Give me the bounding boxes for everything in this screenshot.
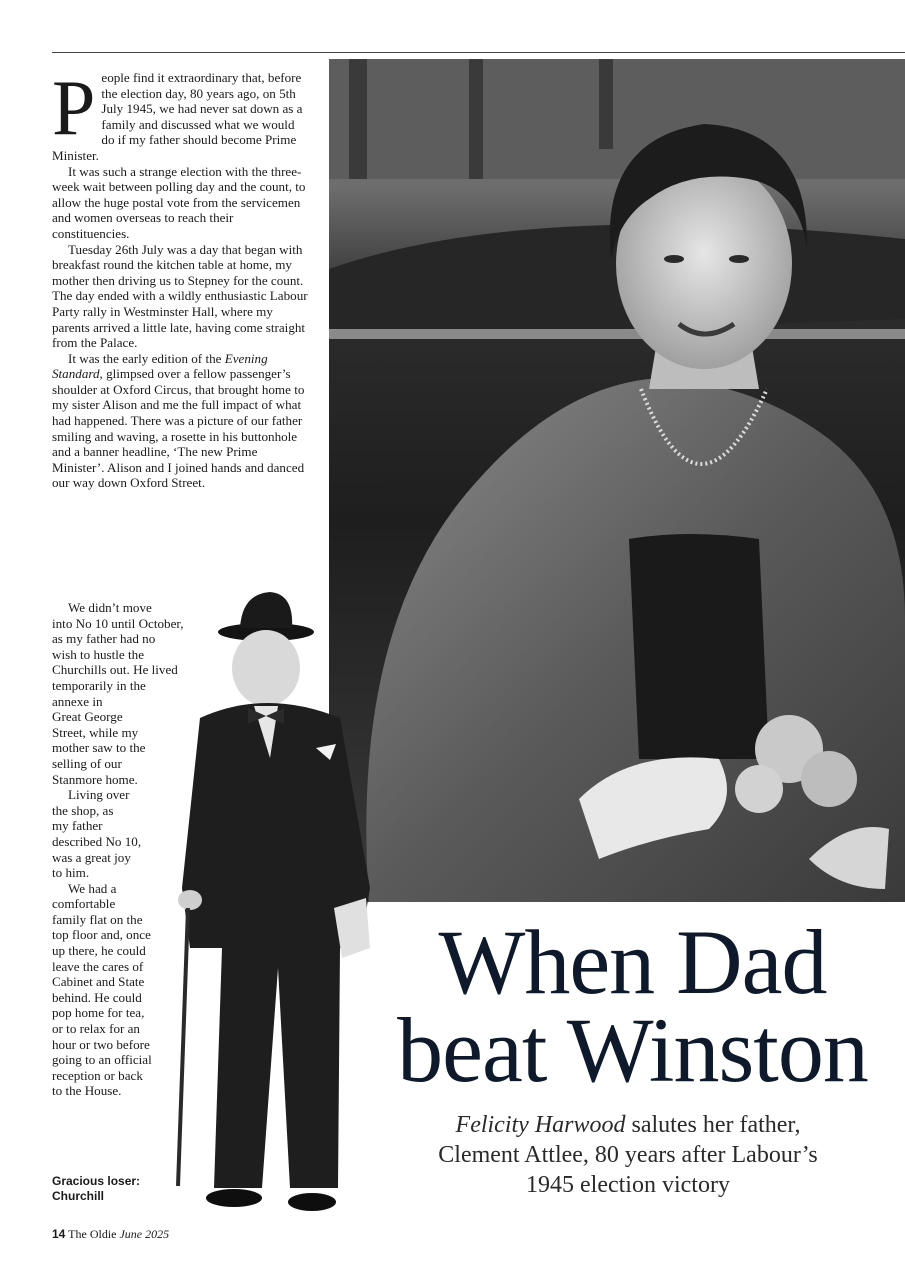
article-narrow-line: leave the cares of [52, 958, 144, 974]
article-narrow-line: family flat on the [52, 911, 143, 927]
article-para-2: It was such a strange election with the three-week wait between polling day and the count, to allow the huge postal vote from the servicemen and women overseas to reach their constituencies. [52, 163, 306, 241]
article-para-4-italic: Evening Standard [52, 350, 268, 382]
folio [52, 1227, 169, 1242]
article-narrow-line: Great George [52, 709, 123, 725]
article-narrow-line: or to relax for an [52, 1021, 140, 1037]
article-narrow-line: to him. [52, 865, 90, 881]
headline-line-1: When Dad [438, 911, 827, 1013]
drop-cap: P [52, 64, 96, 151]
standfirst-line-1 [368, 1110, 888, 1140]
article-narrow-line: selling of our [52, 755, 122, 771]
article-narrow-line: We had a [68, 880, 117, 896]
folio-page-number: 14 [52, 1227, 66, 1241]
article-narrow-line: into No 10 until October, [52, 615, 184, 631]
article-para-4-text-b: , glimpsed over a fellow passenger’s shoulder at Oxford Circus, that brought home to my sister Alison and me the full impact of what had happened. There was a picture of our father smiling and waving, a rosette in his buttonhole and a banner headline, ‘The new Prime Minister’. Alison and I joined hands and danced our way down Oxford Street. [52, 366, 305, 491]
article-narrow-line: Stanmore home. [52, 771, 138, 787]
article-narrow-line: the shop, as [52, 802, 114, 818]
article-narrow-line: up there, he could [52, 943, 146, 959]
article-narrow-line: hour or two before [52, 1036, 150, 1052]
photo-illustration [329, 59, 905, 902]
article-narrow-line: behind. He could [52, 989, 142, 1005]
standfirst-line-3: 1945 election victory [526, 1172, 730, 1198]
article-narrow-line: going to an official [52, 1052, 152, 1068]
caption-line-1: Gracious loser: [52, 1174, 141, 1188]
article-narrow-line: mother saw to the [52, 740, 146, 756]
article-narrow-line: as my father had no [52, 631, 156, 647]
article-para-4-text-a: It was the early edition of the [68, 350, 225, 366]
headline-line-2: beat Winston [397, 999, 868, 1101]
article-narrow-line: wish to hustle the [52, 646, 145, 662]
article-narrow-line: pop home for tea, [52, 1005, 145, 1021]
article-narrow-line: described No 10, [52, 833, 142, 849]
article-para-1 [52, 64, 310, 164]
photo-attlee-daughter [329, 59, 905, 902]
article-narrow-line: was a great joy [52, 849, 131, 865]
folio-magazine: The Oldie [68, 1227, 117, 1241]
article-narrow-line: annexe in [52, 693, 103, 709]
standfirst-line-1-rest: salutes her father, [625, 1112, 801, 1138]
article-para-4 [52, 351, 310, 491]
article-narrow-line: Living over [68, 787, 130, 803]
article-narrow-line: my father [52, 818, 103, 834]
standfirst-author: Felicity Harwood [455, 1112, 626, 1138]
article-narrow-line: temporarily in the [52, 677, 146, 693]
article-narrow-line: We didn’t move [68, 600, 152, 615]
headline [360, 911, 905, 1101]
article-narrow-line: top floor and, once [52, 927, 151, 943]
article-body [52, 64, 310, 491]
article-narrow-line: reception or back [52, 1067, 143, 1083]
article-narrow-column [52, 600, 184, 1099]
folio-issue: June 2025 [119, 1227, 170, 1241]
caption-line-2: Churchill [52, 1189, 105, 1203]
article-para-1-text: eople find it extraordinary that, before the election day, 80 years ago, on 5th July 1945, we had never sat down as a family and discussed what we would do if my father should become Prime Minister. [52, 70, 303, 163]
article-para-3: Tuesday 26th July was a day that began with breakfast round the kitchen table at home, my mother then driving us to Stepney for the count. The day ended with a wildly enthusiastic Labour Party rally in Westminster Hall, where my parents arrived a little late, having come straight from the Palace. [52, 241, 308, 351]
standfirst [368, 1110, 888, 1200]
top-rule [52, 52, 905, 53]
article-narrow-line: comfortable [52, 896, 116, 912]
article-narrow-line: Cabinet and State [52, 974, 145, 990]
article-narrow-line: Street, while my [52, 724, 139, 740]
standfirst-line-2: Clement Attlee, 80 years after Labour’s [438, 1142, 818, 1168]
article-narrow-line: Churchills out. He lived [52, 662, 178, 678]
photo-caption [52, 1174, 162, 1204]
article-narrow-line: to the House. [52, 1083, 122, 1099]
